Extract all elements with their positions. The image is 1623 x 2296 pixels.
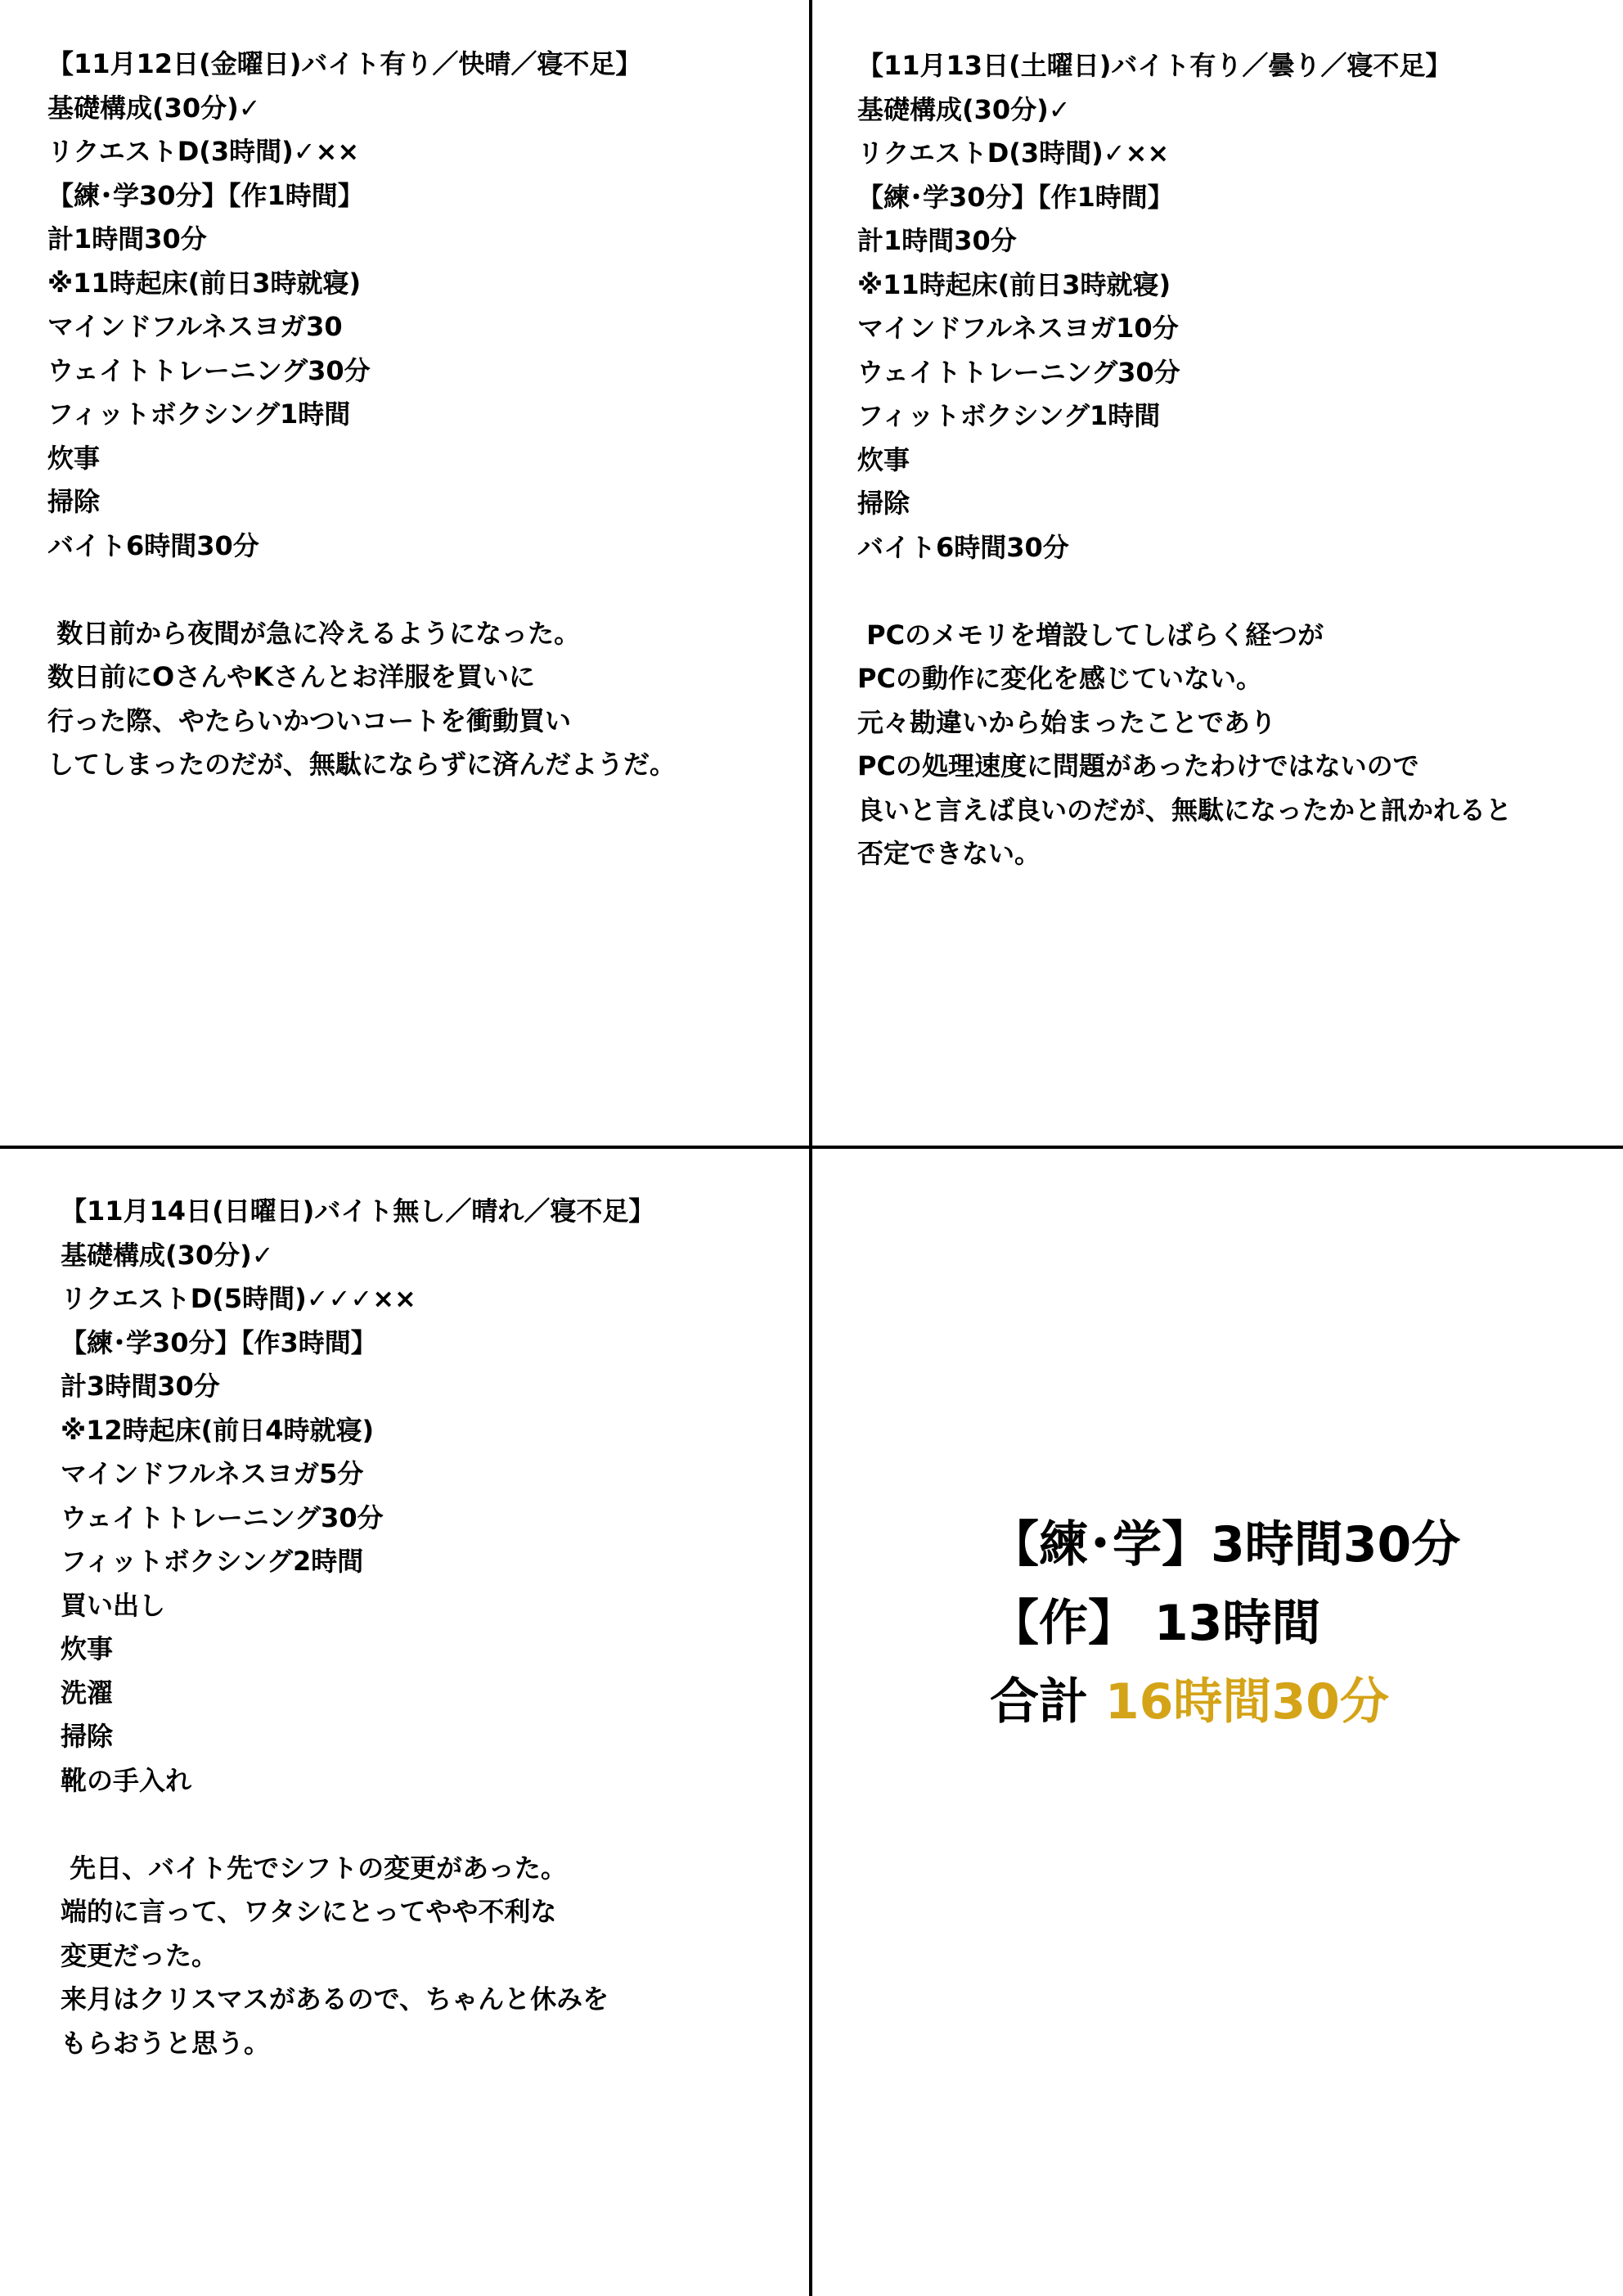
diary-line: フィットボクシング1時間 xyxy=(47,398,351,430)
diary-entry-nov-14 xyxy=(61,1190,797,2065)
diary-line: ウェイトトレーニング30分 xyxy=(47,354,371,386)
diary-line: 行った際、やたらいかついコートを衝動買い xyxy=(47,705,572,736)
summary-total-value: 16時間30分 xyxy=(1104,1673,1389,1731)
diary-entry-nov-13 xyxy=(857,44,1610,876)
diary-line: フィットボクシング1時間 xyxy=(857,400,1161,431)
diary-line: フィットボクシング2時間 xyxy=(61,1546,364,1577)
summary-work-line xyxy=(990,1584,1562,1663)
diary-line: 計3時間30分 xyxy=(61,1371,220,1402)
diary-line: 先日、バイト先でシフトの変更があった。 xyxy=(61,1852,567,1884)
summary-study-value: 3時間30分 xyxy=(1211,1516,1461,1573)
diary-line: もらおうと思う。 xyxy=(61,2027,271,2059)
diary-line: 【11月14日(日曜日)バイト無し／晴れ／寝不足】 xyxy=(61,1195,655,1227)
diary-line: マインドフルネスヨガ10分 xyxy=(857,313,1179,344)
diary-line: マインドフルネスヨガ30 xyxy=(47,311,343,342)
diary-line: 元々勘違いから始まったことであり xyxy=(857,706,1277,738)
diary-line: 基礎構成(30分)✓ xyxy=(857,93,1071,125)
summary-work-label: 【作】 xyxy=(990,1595,1137,1652)
horizontal-divider xyxy=(0,1146,1623,1149)
blank-line xyxy=(61,1803,797,1847)
diary-line: バイト6時間30分 xyxy=(47,529,259,561)
diary-line: 炊事 xyxy=(47,442,101,474)
diary-line: マインドフルネスヨガ5分 xyxy=(61,1458,364,1489)
diary-line: 【11月12日(金曜日)バイト有り／快晴／寝不足】 xyxy=(47,48,642,79)
diary-line: リクエストD(3時間)✓×× xyxy=(47,136,360,167)
diary-line: ウェイトトレーニング30分 xyxy=(857,356,1180,388)
diary-line: 来月はクリスマスがあるので、ちゃんと休みを xyxy=(61,1983,609,2015)
diary-line: リクエストD(3時間)✓×× xyxy=(857,137,1170,169)
summary-work-value: 13時間 xyxy=(1153,1595,1321,1652)
diary-line: 否定できない。 xyxy=(857,838,1041,869)
diary-line: 基礎構成(30分)✓ xyxy=(61,1239,274,1271)
diary-line: バイト6時間30分 xyxy=(857,531,1069,563)
diary-line: 【練･学30分】【作3時間】 xyxy=(61,1326,377,1358)
weekly-summary xyxy=(990,1506,1562,1741)
diary-line: してしまったのだが、無駄にならずに済んだようだ。 xyxy=(47,749,677,780)
diary-line: PCのメモリを増設してしばらく経つが xyxy=(857,619,1324,651)
diary-line: 計1時間30分 xyxy=(47,223,207,254)
diary-line: PCの処理速度に問題があったわけではないので xyxy=(857,750,1419,781)
summary-total-label: 合計 xyxy=(990,1673,1088,1731)
blank-line xyxy=(857,569,1610,614)
diary-line: 端的に言って、ワタシにとってやや不利な xyxy=(61,1896,557,1927)
diary-line: ※12時起床(前日4時就寝) xyxy=(61,1414,375,1446)
diary-line: 計1時間30分 xyxy=(857,225,1017,256)
diary-line: 数日前にOさんやKさんとお洋服を買いに xyxy=(47,661,536,692)
summary-total-line xyxy=(990,1663,1562,1741)
diary-line: 洗濯 xyxy=(61,1677,114,1708)
diary-line: ※11時起床(前日3時就寝) xyxy=(857,268,1171,300)
diary-line: 掃除 xyxy=(857,488,910,519)
diary-line: ウェイトトレーニング30分 xyxy=(61,1501,384,1533)
diary-line: 【練･学30分】【作1時間】 xyxy=(47,179,364,211)
diary-line: 炊事 xyxy=(857,443,910,475)
diary-line: 数日前から夜間が急に冷えるようになった。 xyxy=(47,617,581,649)
diary-line: リクエストD(5時間)✓✓✓×× xyxy=(61,1283,416,1314)
summary-study-label: 【練･学】 xyxy=(990,1516,1211,1573)
diary-line: 変更だった。 xyxy=(61,1939,218,1971)
diary-line: 掃除 xyxy=(61,1721,114,1752)
diary-entry-nov-12 xyxy=(47,43,792,787)
diary-line: 良いと言えば良いのだが、無駄になったかと訊かれると xyxy=(857,794,1513,826)
blank-line xyxy=(47,568,792,612)
diary-line: 炊事 xyxy=(61,1633,114,1664)
diary-line: PCの動作に変化を感じていない。 xyxy=(857,663,1262,694)
diary-line: 掃除 xyxy=(47,486,101,517)
summary-study-line xyxy=(990,1506,1562,1584)
diary-line: 基礎構成(30分)✓ xyxy=(47,92,261,124)
diary-line: ※11時起床(前日3時就寝) xyxy=(47,267,362,299)
diary-line: 靴の手入れ xyxy=(61,1764,192,1796)
diary-line: 【練･学30分】【作1時間】 xyxy=(857,181,1174,213)
diary-line: 【11月13日(土曜日)バイト有り／曇り／寝不足】 xyxy=(857,50,1452,81)
diary-line: 買い出し xyxy=(61,1589,166,1621)
